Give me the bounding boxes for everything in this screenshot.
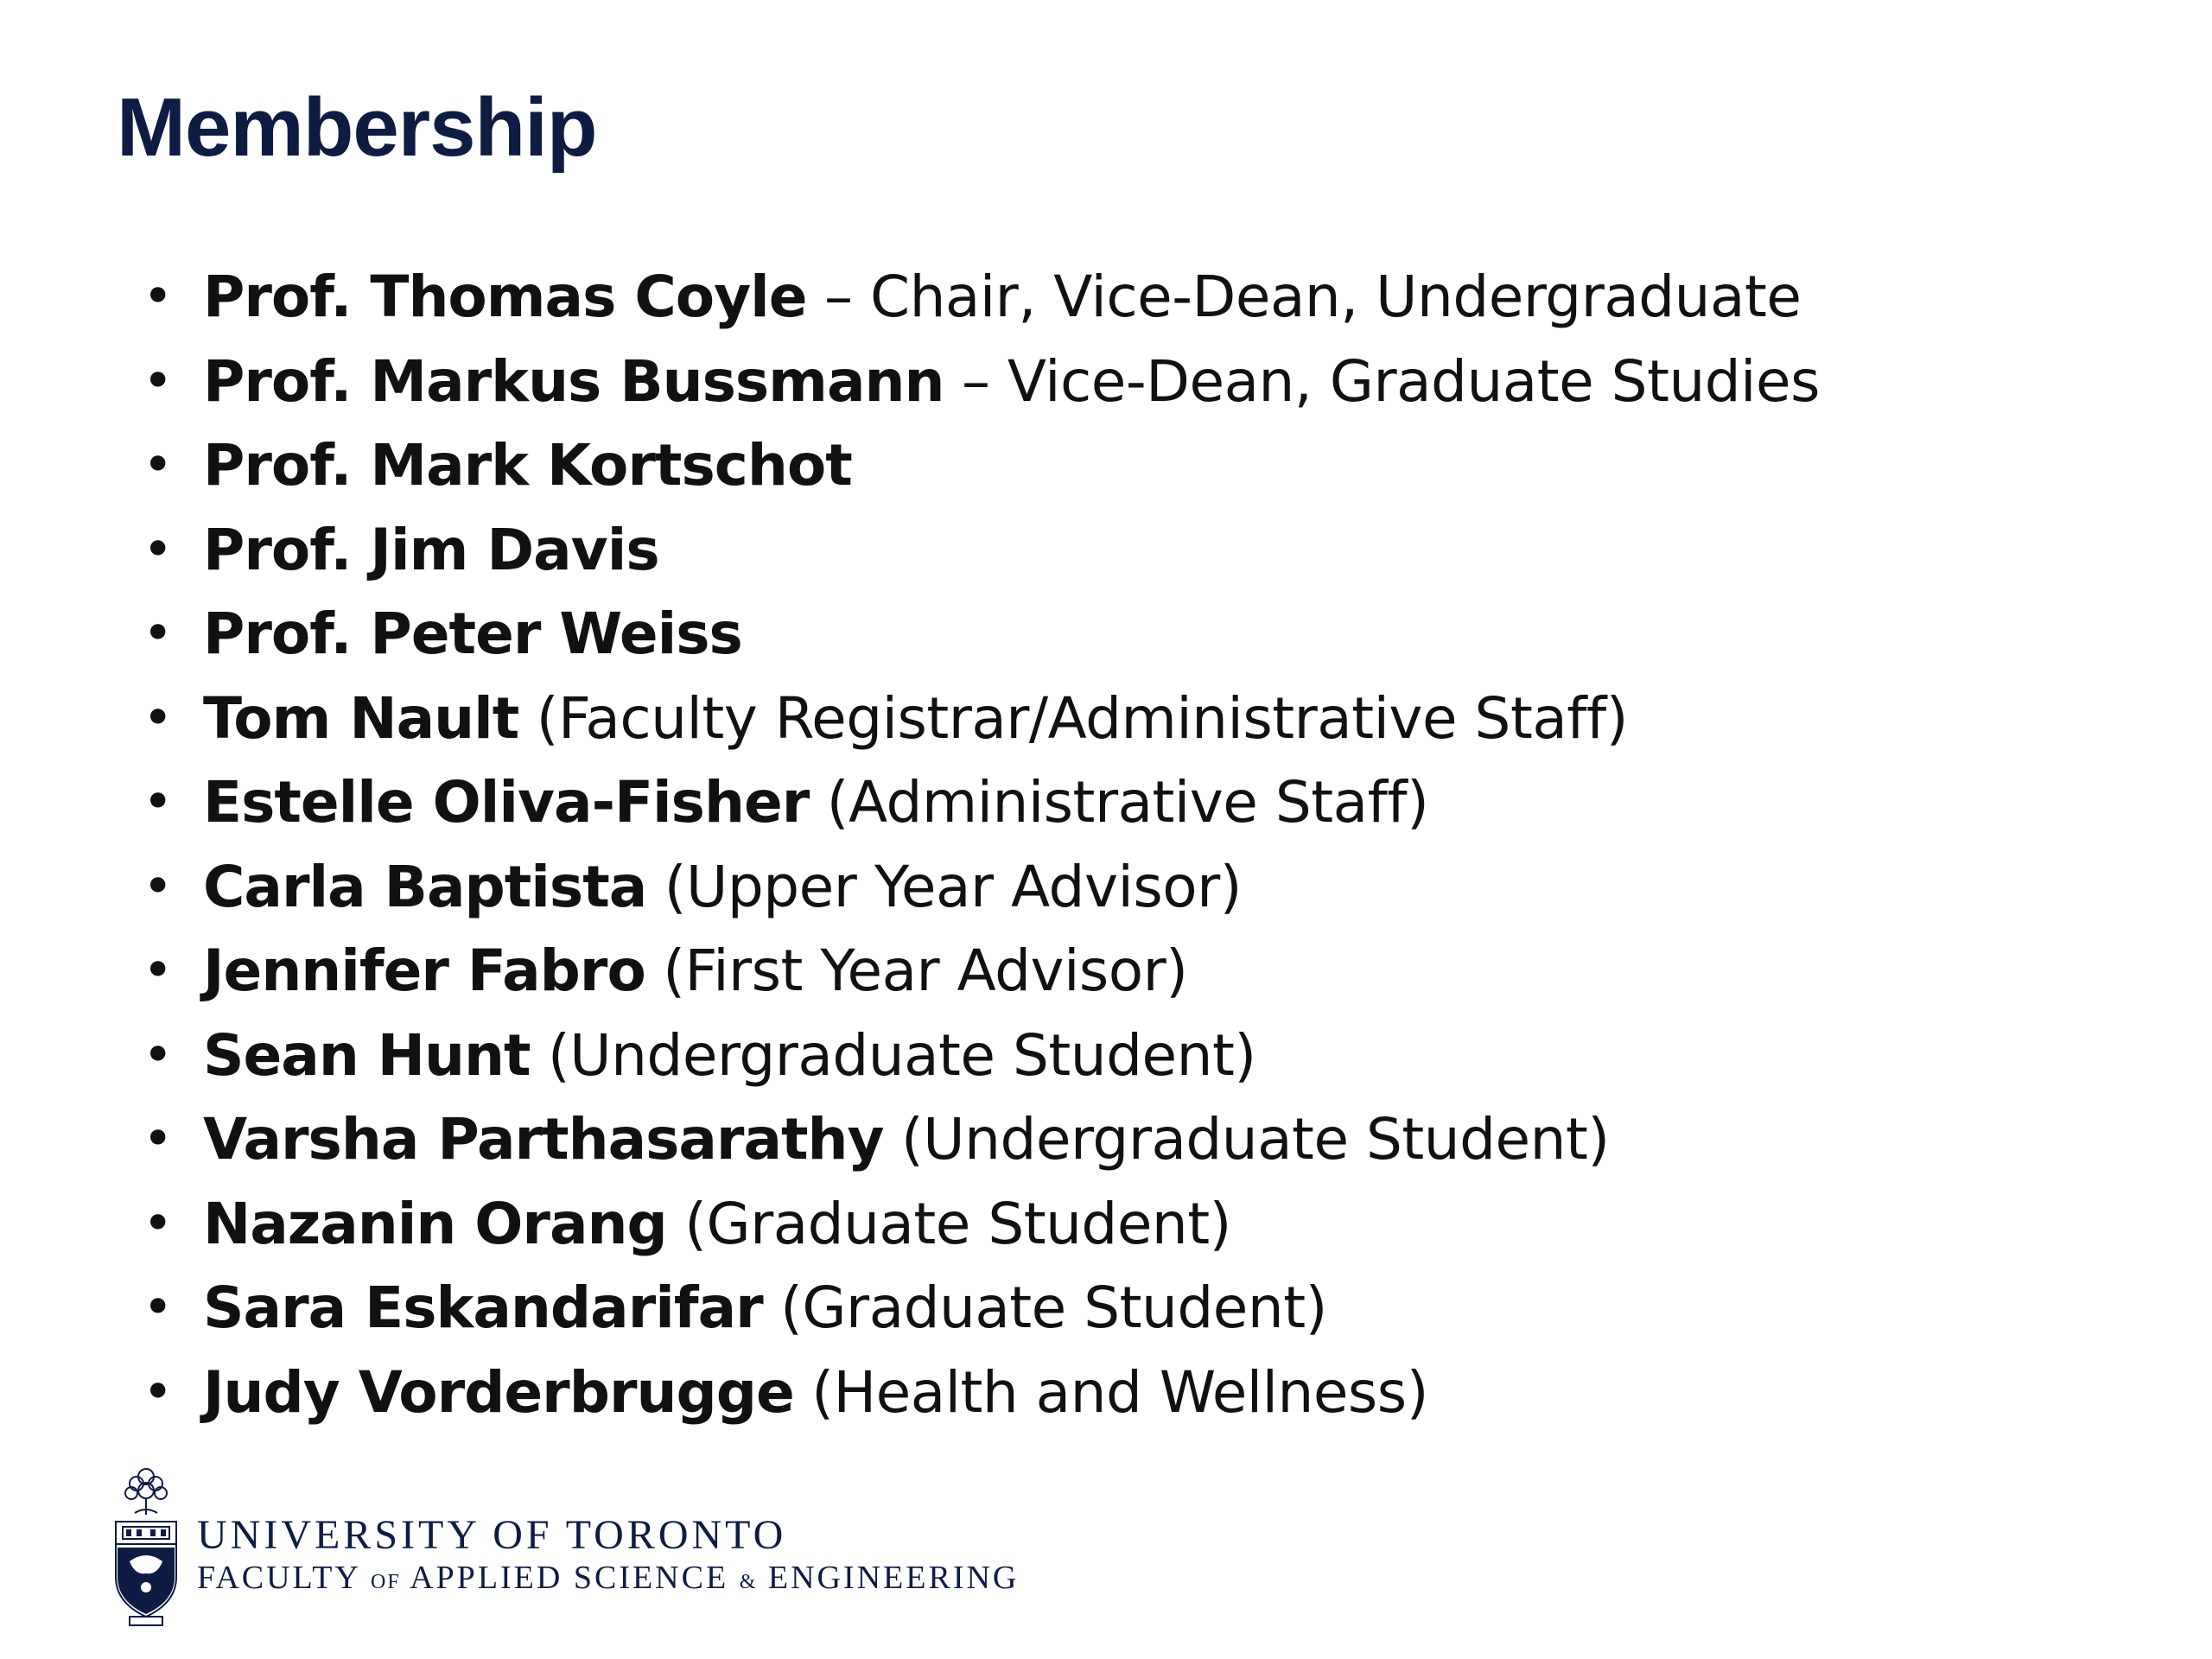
list-item [143, 1097, 1820, 1182]
list-item [143, 423, 1820, 508]
member-name: Carla Baptista [203, 853, 647, 920]
member-name: Varsha Parthasarathy [203, 1106, 884, 1173]
member-name: Tom Nault [203, 684, 519, 752]
member-role: (Graduate Student) [666, 1190, 1231, 1257]
member-name: Estelle Oliva-Fisher [203, 769, 810, 836]
bullet-icon: • [143, 1192, 174, 1254]
bullet-icon: • [143, 518, 174, 580]
member-name: Jennifer Fabro [203, 938, 645, 1004]
faculty-name [197, 1561, 1019, 1594]
slide-title: Membership [117, 81, 597, 174]
member-role: – Vice-Dean, Graduate Studies [944, 347, 1821, 415]
member-role: (Graduate Student) [762, 1274, 1327, 1341]
member-role: – Chair, Vice-Dean, Undergraduate [806, 264, 1802, 330]
bullet-icon: • [143, 687, 174, 748]
member-name: Judy Vorderbrugge [203, 1358, 794, 1426]
member-role: (Administrative Staff) [809, 769, 1429, 836]
member-name: Prof. Thomas Coyle [203, 264, 807, 330]
faculty-name-part: APPLIED SCIENCE [410, 1560, 729, 1596]
faculty-name-of: OF [371, 1571, 401, 1593]
university-name: UNIVERSITY OF TORONTO [197, 1512, 787, 1558]
member-role: (Undergraduate Student) [530, 1021, 1256, 1089]
faculty-name-part: FACULTY [197, 1560, 360, 1596]
member-name: Sean Hunt [203, 1021, 531, 1089]
list-item [143, 255, 1820, 340]
university-crest-icon [111, 1465, 181, 1629]
list-item [143, 1182, 1820, 1267]
bullet-icon: • [143, 1109, 174, 1169]
list-item [143, 508, 1820, 593]
faculty-name-and: & [739, 1571, 758, 1593]
member-role: (Faculty Registrar/Administrative Staff) [518, 684, 1628, 752]
list-item [143, 1351, 1820, 1435]
list-item [143, 845, 1820, 930]
footer-logo [111, 1465, 1234, 1629]
bullet-icon: • [143, 940, 174, 1001]
member-name: Sara Eskandarifar [203, 1274, 763, 1341]
bullet-icon: • [143, 266, 174, 327]
bullet-icon: • [143, 1361, 174, 1422]
list-item [143, 760, 1820, 845]
member-list [143, 255, 1820, 1434]
faculty-name-part: ENGINEERING [767, 1560, 1020, 1596]
bullet-icon: • [143, 1277, 174, 1338]
bullet-icon: • [143, 1024, 174, 1085]
bullet-icon: • [143, 855, 174, 917]
member-role: (Undergraduate Student) [883, 1106, 1610, 1173]
member-name: Prof. Peter Weiss [203, 601, 742, 667]
member-name: Prof. Markus Bussmann [203, 347, 944, 415]
member-role: (Upper Year Advisor) [646, 853, 1242, 920]
list-item [143, 340, 1820, 424]
list-item [143, 1266, 1820, 1351]
list-item [143, 1014, 1820, 1098]
member-name: Prof. Jim Davis [203, 516, 659, 583]
list-item [143, 592, 1820, 677]
member-role: (Health and Wellness) [793, 1358, 1428, 1426]
bullet-icon: • [143, 435, 174, 495]
bullet-icon: • [143, 350, 174, 411]
bullet-icon: • [143, 603, 174, 664]
member-name: Prof. Mark Kortschot [203, 432, 852, 499]
member-role: (First Year Advisor) [645, 938, 1188, 1004]
member-name: Nazanin Orang [203, 1190, 667, 1257]
list-item [143, 929, 1820, 1014]
list-item [143, 677, 1820, 761]
bullet-icon: • [143, 772, 174, 832]
